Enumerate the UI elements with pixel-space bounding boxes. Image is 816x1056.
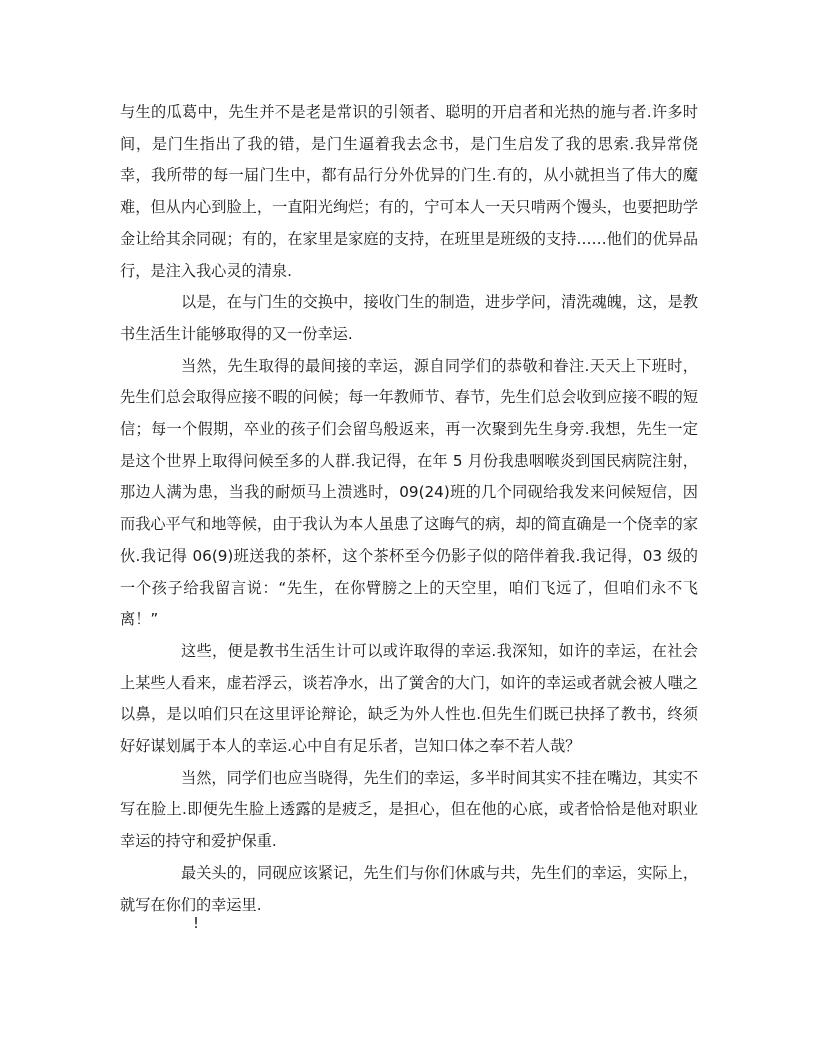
paragraph-5: 当然，同学们也应当晓得，先生们的幸运，多半时间其实不挂在嘴边，其实不写在脸上.即便先生脸上透露的是疲乏，是担心，但在他的心底，或者恰恰是他对职业幸运的持守和爱护保重. bbox=[120, 768, 698, 851]
document-body bbox=[120, 97, 698, 921]
paragraph-6: 最关头的，同砚应该紧记，先生们与你们休戚与共，先生们的幸运，实际上，就写在你们的幸运里. bbox=[120, 863, 698, 914]
trailing-mark: ! bbox=[193, 914, 200, 932]
paragraph-2: 以是，在与门生的交换中，接收门生的制造，进步学问，清洗魂魄，这，是教书生活生计能够取得的又一份幸运. bbox=[120, 293, 698, 343]
paragraph-1: 与生的瓜葛中，先生并不是老是常识的引领者、聪明的开启者和光热的施与者.许多时间，是门生指出了我的错，是门生逼着我去念书，是门生启发了我的思索.我异常侥幸，我所带的每一届门生中，都有品行分外优异的门生.有的，从小就担当了伟大的魔难，但从内心到脸上，一直阳光绚烂；有的，宁可本人一天只啃两个馒头，也要把助学金让给其余同砚；有的，在家里是家庭的支持，在班里是班级的支持……他们的优异品行，是注入我心灵的清泉. bbox=[120, 103, 698, 280]
paragraph-4: 这些，便是教书生活生计可以或许取得的幸运.我深知，如许的幸运，在社会上某些人看来，虚若浮云，谈若净水，出了黉舍的大门，如许的幸运或者就会被人嗤之以鼻，是以咱们只在这里评论辩论，缺乏为外人性也.但先生们既已抉择了教书，终须好好谋划属于本人的幸运.心中自有足乐者，岂知口体之奉不若人哉？ bbox=[120, 641, 698, 756]
paragraph-3: 当然，先生取得的最间接的幸运，源自同学们的恭敬和眷注.天天上下班时，先生们总会取得应接不暇的问候；每一年教师节、春节，先生们总会收到应接不暇的短信；每一个假期，卒业的孩子们会留鸟般返来，再一次聚到先生身旁.我想，先生一定是这个世界上取得问候至多的人群.我记得，在年 5 月份我患咽喉炎到国民病院注射，那边人满为患，当我的耐烦马上溃逃时，09(24)班的几个同砚给我发来问候短信，因而我心平气和地等候，由于我认为本人虽患了这晦气的病，却的简直确是一个侥幸的家伙.我记得 06(9)班送我的茶杯，这个茶杯至今仍影子似的陪伴着我.我记得，03 级的一个孩子给我留言说：“先生，在你臂膀之上的天空里，咱们飞远了，但咱们永不飞离！” bbox=[120, 356, 698, 629]
